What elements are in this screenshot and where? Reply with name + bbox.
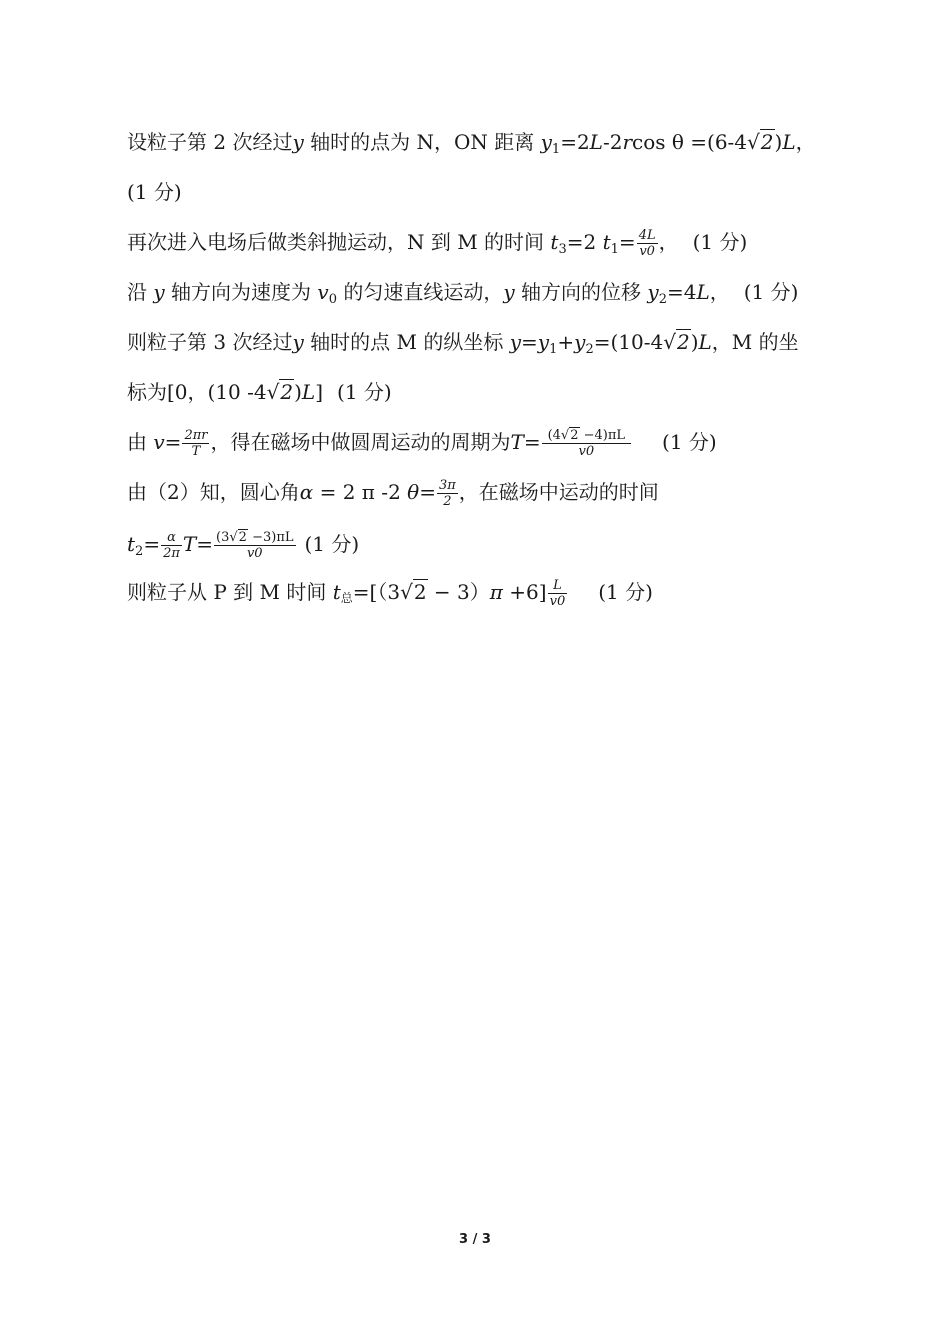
score-mark: (1 分) bbox=[337, 380, 392, 404]
solution-line-displacement: 沿 y 轴方向为速度为 $v_0$ 的匀速直线运动，y 轴方向的位移 $y_2=4L$， (1 分) bbox=[127, 280, 799, 307]
fraction: $\frac{(3√2 -3)\pi L}{v0}$ bbox=[216, 530, 294, 561]
fraction: $\frac{(4√2 -4)\pi L}{v0}$ bbox=[542, 428, 631, 459]
fraction: $\frac{4L}{v0}$ bbox=[638, 228, 656, 259]
solution-line-total-time: 则粒子从 P 到 M 时间 t总=[（3√2 − 3）π +6] $\frac{L}{v0}$ (1 分) bbox=[127, 578, 653, 609]
solution-line-coordinate: 标为[0，(10 -4√2)L] (1 分) bbox=[127, 380, 392, 404]
solution-line-time-t3: 再次进入电场后做类斜抛运动，N 到 M 的时间 $t_3=2$ $t_1=$ $\frac{4L}{v0}$ ， (1 分) bbox=[127, 228, 748, 259]
sqrt-expression: √2 bbox=[663, 330, 690, 354]
sqrt-expression: √2 bbox=[747, 130, 774, 154]
score-mark: (1 分) bbox=[692, 230, 748, 254]
score-mark: (1 分) bbox=[598, 580, 653, 604]
score-mark: (1 分) bbox=[662, 430, 717, 454]
solution-line-point-n: 设粒子第 2 次经过y 轴时的点为 N，ON 距离 $y_1=2L-2rcos$ θ =(6-4√2)L， bbox=[127, 130, 816, 157]
solution-line-time-t2: $t_2=$ $\frac{\alpha}{2\pi}$ T= $\frac{(3√2 -3)\pi L}{v0}$ (1 分) bbox=[127, 530, 360, 561]
score-mark: (1 分) bbox=[304, 532, 360, 556]
solution-line-score: (1 分) bbox=[127, 180, 182, 204]
page-number: 3 / 3 bbox=[459, 1232, 491, 1247]
sqrt-expression: √2 bbox=[266, 380, 294, 404]
fraction: $\frac{\alpha}{2\pi}$ bbox=[163, 530, 180, 561]
fraction: $\frac{L}{v0}$ bbox=[549, 578, 566, 609]
solution-line-point-m: 则粒子第 3 次经过y 轴时的点 M 的纵坐标 $y=y_1+y_2=(10-4√2)L$，M 的坐 bbox=[127, 330, 799, 357]
score-mark: (1 分) bbox=[743, 280, 799, 304]
fraction: $\frac{3\pi}{2}$ bbox=[438, 478, 456, 509]
sqrt-expression: √2 bbox=[400, 580, 427, 604]
solution-line-central-angle: 由（2）知，圆心角α = 2 π -2 θ= $\frac{3\pi}{2}$ ，在磁场中运动的时间 bbox=[127, 478, 659, 509]
fraction: $\frac{2\pi r}{T}$ bbox=[184, 428, 208, 459]
solution-line-period: 由 v= $\frac{2\pi r}{T}$ ，得在磁场中做圆周运动的周期为T= $\frac{(4√2 -4)\pi L}{v0}$ (1 分) bbox=[127, 428, 717, 459]
